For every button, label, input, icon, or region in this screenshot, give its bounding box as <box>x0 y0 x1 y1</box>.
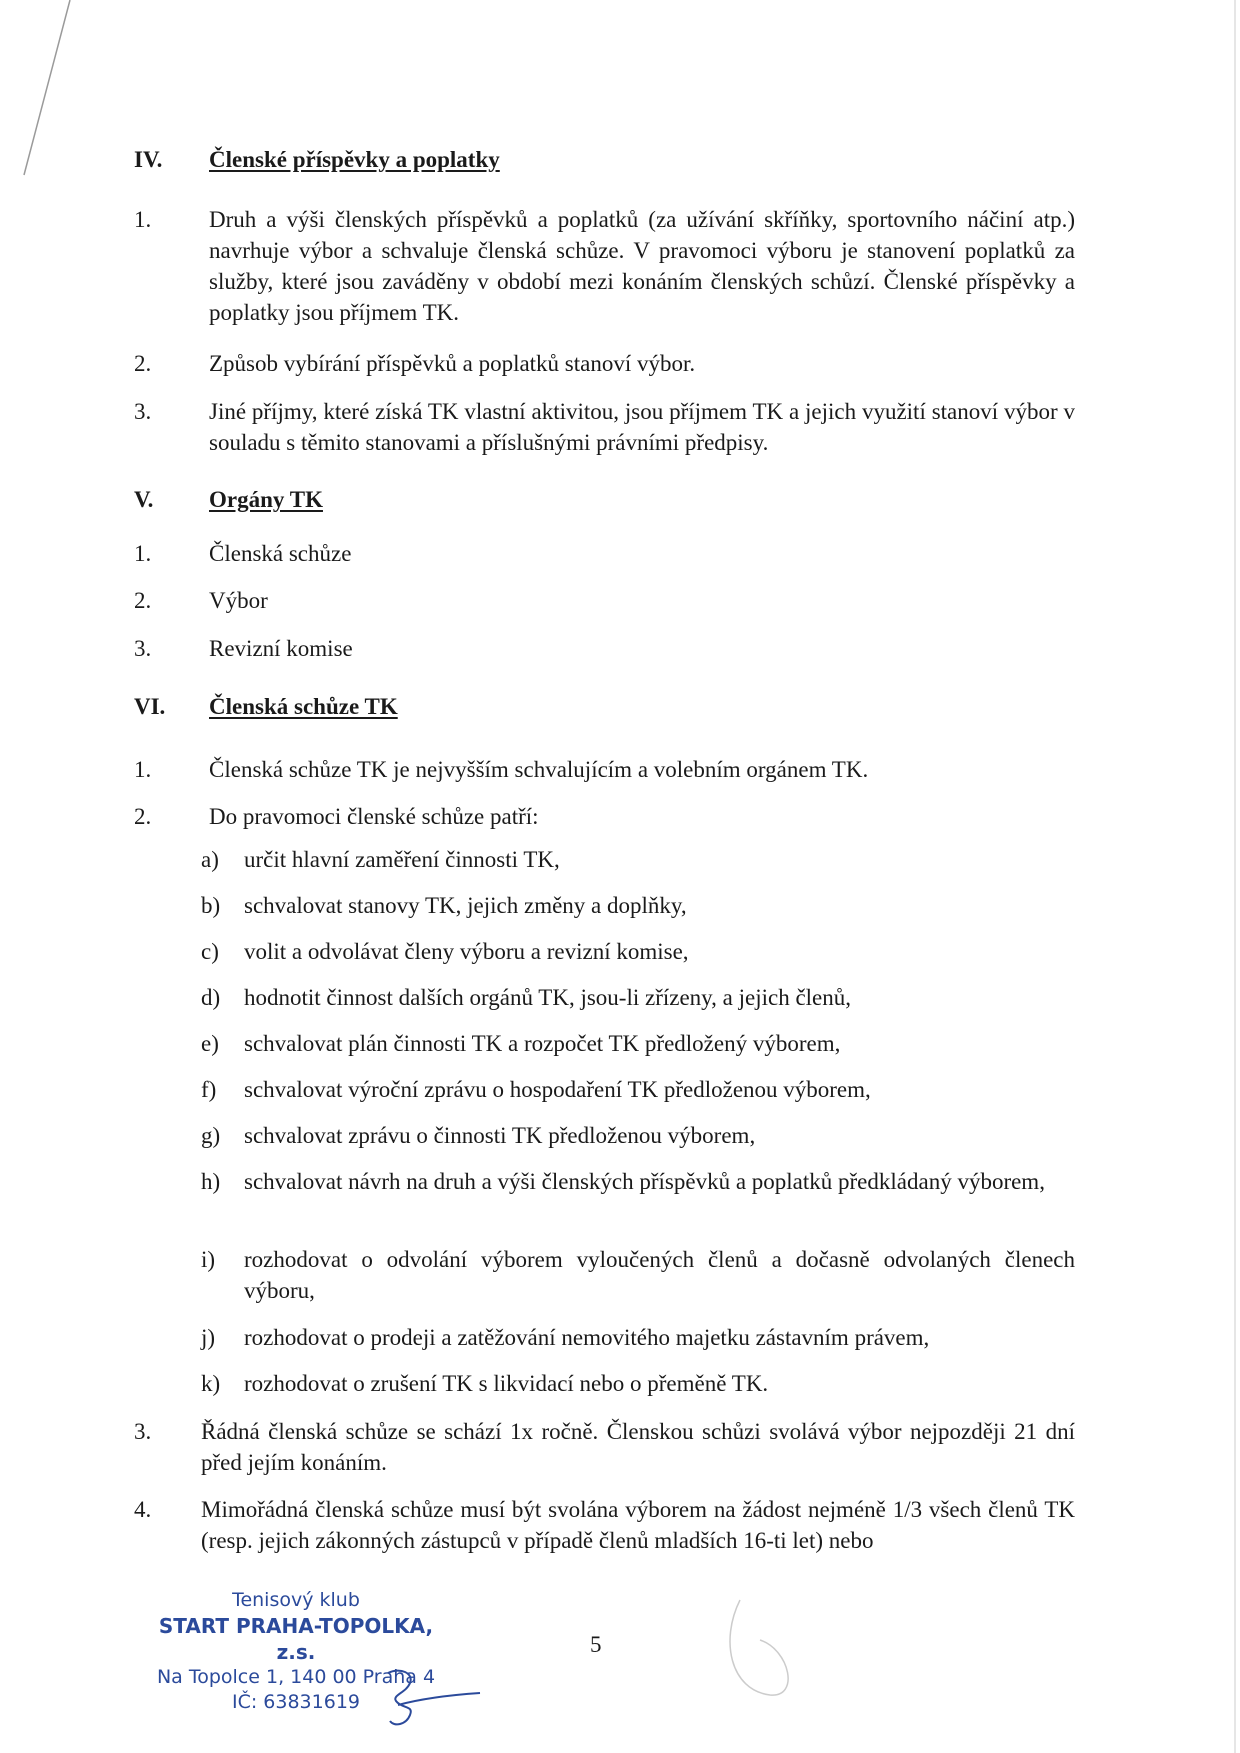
section-v-item-1-text: Členská schůze <box>209 541 352 566</box>
section-iv-item-3-number: 3. <box>134 399 152 424</box>
subitem-k-text: rozhodovat o zrušení TK s likvidací nebo o přeměně TK. <box>244 1371 769 1396</box>
section-vi-item-4-number: 4. <box>134 1497 152 1522</box>
subitem-c-text: volit a odvolávat členy výboru a revizní komise, <box>244 939 689 964</box>
section-iv-item-2-text: Způsob vybírání příspěvků a poplatků stanoví výbor. <box>209 351 696 376</box>
subitem-j-text: rozhodovat o prodeji a zatěžování nemovitého majetku zástavním právem, <box>244 1325 930 1350</box>
subitem-g-letter: g) <box>201 1123 221 1148</box>
section-v-item-3-number: 3. <box>134 636 152 661</box>
section-v-item-3-text: Revizní komise <box>209 636 353 661</box>
section-iv-item-1-text: Druh a výši členských příspěvků a poplatků (za užívání skříňky, sportovního náčiní atp.) navrhuje výbor a schvaluje členská schůze. V pravomoci výboru je stanovení poplatků za služby, které jsou zaváděny v období mezi konáním členských schůzí. Členské příspěvky a poplatky jsou příjmem TK. <box>209 207 1075 325</box>
stamp-company-id: IČ: 63831619 <box>231 1691 361 1713</box>
subitem-e-letter: e) <box>201 1031 219 1056</box>
section-vi-item-2-text: Do pravomoci členské schůze patří: <box>209 804 539 829</box>
section-vi-item-1-number: 1. <box>134 757 152 782</box>
stamp-club-type: Tenisový klub <box>232 1589 360 1611</box>
subitem-k-letter: k) <box>201 1371 221 1396</box>
subitem-f-letter: f) <box>201 1077 217 1102</box>
section-iv-item-2-number: 2. <box>134 351 152 376</box>
section-vi-item-3-number: 3. <box>134 1419 152 1444</box>
section-v-item-2-number: 2. <box>134 588 152 613</box>
section-v-number: V. <box>134 487 154 512</box>
subitem-h-letter: h) <box>201 1169 221 1194</box>
stamp-address: Na Topolce 1, 140 00 Praha 4 <box>156 1666 436 1688</box>
subitem-a-letter: a) <box>201 847 219 872</box>
subitem-b-text: schvalovat stanovy TK, jejich změny a doplňky, <box>244 893 687 918</box>
subitem-i-text: rozhodovat o odvolání výborem vyloučených členů a dočasně odvolaných členech výboru, <box>244 1247 1075 1303</box>
subitem-f-text: schvalovat výroční zprávu o hospodaření TK předloženou výborem, <box>244 1077 871 1102</box>
subitem-g-text: schvalovat zprávu o činnosti TK předloženou výborem, <box>244 1123 756 1148</box>
section-iv-item-3-text: Jiné příjmy, které získá TK vlastní aktivitou, jsou příjmem TK a jejich využití stanoví výbor v souladu s těmito stanovami a příslušnými právními předpisy. <box>209 399 1075 455</box>
section-vi-number: VI. <box>134 694 166 719</box>
section-vi-item-4-text: Mimořádná členská schůze musí být svolána výborem na žádost nejméně 1/3 všech členů TK (resp. jejich zákonných zástupců v případě členů mladších 16-ti let) nebo <box>201 1497 1075 1553</box>
subitem-d-text: hodnotit činnost dalších orgánů TK, jsou-li zřízeny, a jejich členů, <box>244 985 852 1010</box>
section-iv-number: IV. <box>134 147 163 172</box>
section-vi-item-1-text: Členská schůze TK je nejvyšším schvalujícím a volebním orgánem TK. <box>209 757 869 782</box>
section-v-title: Orgány TK <box>209 487 323 512</box>
section-iv-title: Členské příspěvky a poplatky <box>209 147 500 172</box>
subitem-e-text: schvalovat plán činnosti TK a rozpočet TK předložený výborem, <box>244 1031 841 1056</box>
subitem-b-letter: b) <box>201 893 221 918</box>
section-vi-item-2-number: 2. <box>134 804 152 829</box>
section-iv-item-1-number: 1. <box>134 207 152 232</box>
subitem-i-letter: i) <box>201 1247 216 1272</box>
section-v-item-2-text: Výbor <box>209 588 268 613</box>
page-number: 5 <box>590 1632 602 1657</box>
subitem-d-letter: d) <box>201 985 221 1010</box>
stamp-club-name: START PRAHA-TOPOLKA, z.s. <box>158 1614 434 1664</box>
section-v-item-1-number: 1. <box>134 541 152 566</box>
section-vi-item-3-text: Řádná členská schůze se schází 1x ročně. Členskou schůzi svolává výbor nejpozději 21 dní před jejím konáním. <box>201 1419 1075 1475</box>
handwritten-signature <box>380 1665 490 1735</box>
subitem-j-letter: j) <box>201 1325 216 1350</box>
subitem-c-letter: c) <box>201 939 219 964</box>
section-vi-title: Členská schůze TK <box>209 694 398 719</box>
subitem-a-text: určit hlavní zaměření činnosti TK, <box>244 847 560 872</box>
subitem-h-text: schvalovat návrh na druh a výši členských příspěvků a poplatků předkládaný výborem, <box>244 1169 1045 1194</box>
